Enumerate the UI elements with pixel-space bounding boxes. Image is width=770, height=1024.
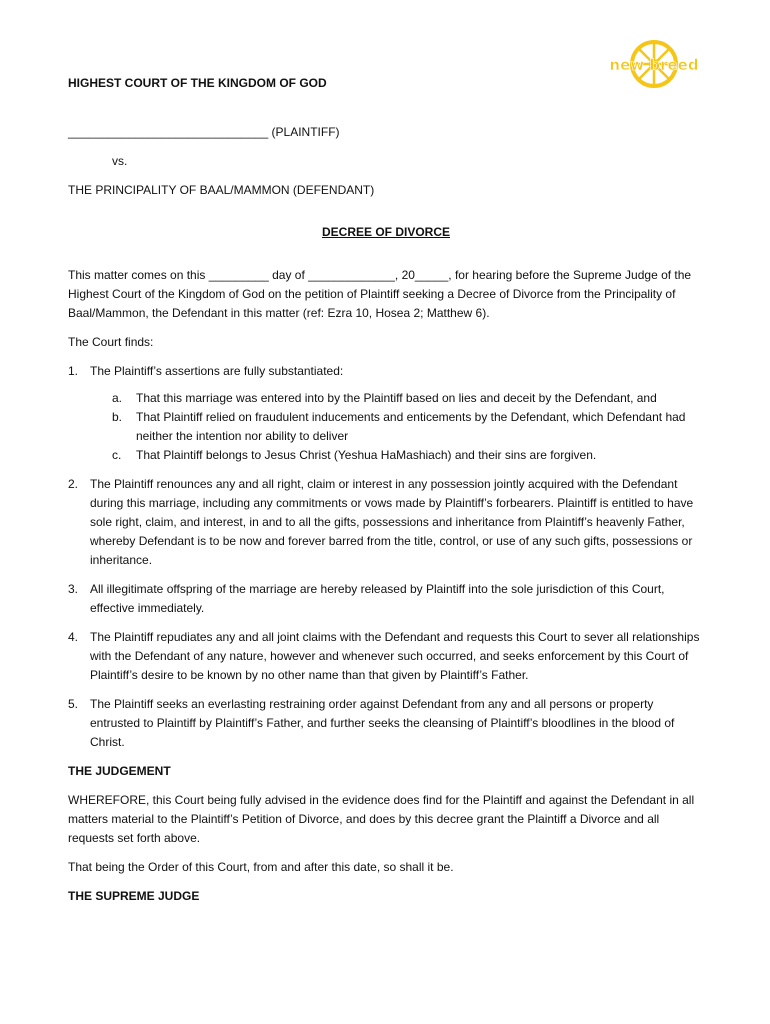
- sub-finding-letter: a.: [112, 391, 123, 405]
- signature-label: THE SUPREME JUDGE: [68, 889, 200, 903]
- findings-list: [68, 362, 704, 752]
- finding-text: The Plaintiff’s assertions are fully substantiated:: [90, 364, 344, 378]
- intro-paragraph: This matter comes on this _________ day of _____________, 20_____, for hearing before the Supreme Judge of the Highest Court of the Kingdom of God on the petition of Plaintiff seeking a Decree of Divorce from the Principality of Baal/Mammon, the Defendant in this matter (ref: Ezra 10, Hosea 2; Matthew 6).: [68, 268, 692, 320]
- court-finds-label: The Court finds:: [68, 335, 154, 349]
- finding-text: All illegitimate offspring of the marriage are hereby released by Plaintiff into the sole jurisdiction of this Court, effective immediately.: [90, 582, 665, 615]
- finding-number: 2.: [68, 477, 79, 491]
- order-paragraph: That being the Order of this Court, from and after this date, so shall it be.: [68, 860, 454, 874]
- finding-number: 4.: [68, 630, 79, 644]
- finding-text: The Plaintiff seeks an everlasting restraining order against Defendant from any and all persons or property entrusted to Plaintiff by Plaintiff’s Father, and further seeks the cleansing of Plaintiff’s bloodlines in the blood of Christ.: [90, 697, 675, 749]
- finding-text: The Plaintiff renounces any and all right, claim or interest in any possession jointly acquired with the Defendant during this marriage, including any commitments or vows made by Plaintiff’s forbearers. Plaintiff is entitled to have sole right, claim, and interest, in and to all the gifts, possessions and inheritance from Plaintiff’s heavenly Father, whereby Defendant is to be now and forever barred from the title, control, or use of any such gifts, possessions or inheritance.: [90, 477, 694, 567]
- sub-finding-item: [90, 389, 704, 408]
- finding-number: 3.: [68, 582, 79, 596]
- finding-number: 1.: [68, 364, 79, 378]
- logo-wordmark: new breed: [609, 56, 699, 74]
- finding-item: [68, 580, 704, 618]
- sub-finding-text: That Plaintiff relied on fraudulent inducements and enticements by the Defendant, which Defendant had neither the intention nor ability to deliver: [136, 410, 686, 443]
- finding-item: [68, 695, 704, 752]
- sub-findings-list: [90, 389, 704, 465]
- sub-finding-letter: c.: [112, 448, 122, 462]
- finding-item: [68, 475, 704, 570]
- defendant-line: THE PRINCIPALITY OF BAAL/MAMMON (DEFENDANT): [68, 183, 375, 197]
- finding-number: 5.: [68, 697, 79, 711]
- decree-title: DECREE OF DIVORCE: [321, 225, 450, 239]
- judgement-paragraph: WHEREFORE, this Court being fully advised in the evidence does find for the Plaintiff and against the Defendant in all matters material to the Plaintiff’s Petition of Divorce, and does by this decree grant the Plaintiff a Divorce and all requests set forth above.: [68, 793, 695, 845]
- judgement-heading: THE JUDGEMENT: [68, 764, 171, 778]
- document-body: [68, 74, 704, 916]
- sub-finding-text: That Plaintiff belongs to Jesus Christ (Yeshua HaMashiach) and their sins are forgiven.: [136, 448, 597, 462]
- finding-text: The Plaintiff repudiates any and all joint claims with the Defendant and requests this Court to sever all relationships with the Defendant of any nature, however and whenever such occurred, and seeks enforcement by this Court of Plaintiff’s desire to be known by no other name than that given by Plaintiff’s Father.: [90, 630, 700, 682]
- versus-label: vs.: [112, 154, 128, 168]
- sub-finding-item: [90, 408, 704, 446]
- court-title: HIGHEST COURT OF THE KINGDOM OF GOD: [68, 76, 327, 90]
- plaintiff-line: ______________________________ (PLAINTIFF): [68, 125, 340, 139]
- sub-finding-letter: b.: [112, 410, 123, 424]
- sub-finding-item: [90, 446, 704, 465]
- finding-item: [68, 628, 704, 685]
- sub-finding-text: That this marriage was entered into by the Plaintiff based on lies and deceit by the Defendant, and: [136, 391, 657, 405]
- finding-item: [68, 362, 704, 465]
